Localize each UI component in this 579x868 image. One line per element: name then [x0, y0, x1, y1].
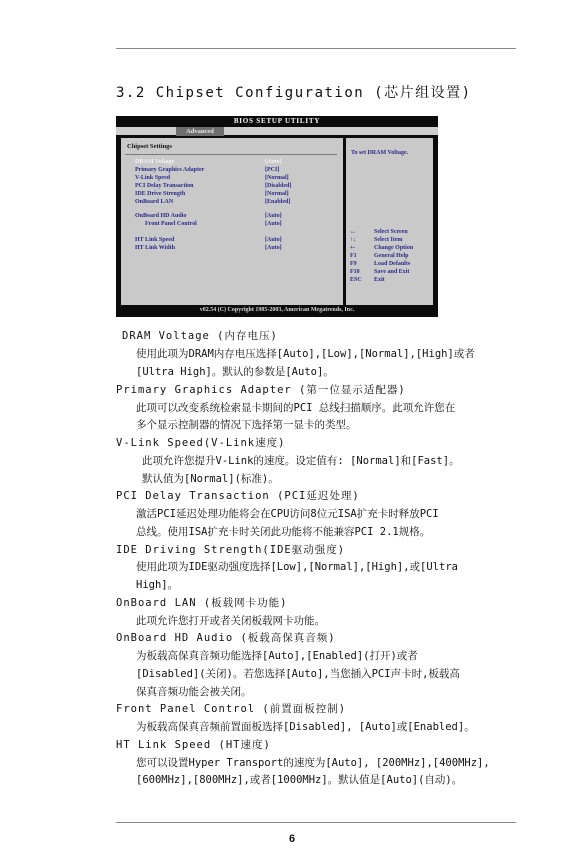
key-legend-item: [350, 276, 385, 284]
key-name: ↔: [350, 229, 356, 235]
setting-row-v-link-speed: [135, 174, 289, 182]
option-desc: 使用此项为DRAM内存电压选择[Auto],[Low],[Normal],[High]或者: [136, 348, 475, 360]
option-desc: [Disabled](关闭)。若您选择[Auto],当您插入PCI声卡时,板载高: [136, 668, 460, 680]
bios-copyright: v02.54 (C) Copyright 1985-2003, American Megatrends, Inc.: [199, 307, 355, 313]
option-desc: 此项可以改变系统检索显卡期间的PCI 总线扫描顺序。此项允许您在: [136, 402, 456, 414]
key-desc: Load Defaults: [374, 261, 411, 267]
key-name: F9: [350, 261, 357, 267]
option-title-primary-graphics-adapter: Primary Graphics Adapter (第一位显示适配器): [116, 384, 406, 396]
option-title-pci-delay-transaction: PCI Delay Transaction (PCI延迟处理): [116, 490, 360, 502]
setting-value: [Auto]: [265, 213, 282, 219]
key-legend-item: [350, 252, 409, 260]
key-legend-item: [350, 236, 403, 244]
setting-value: [Disabled]: [265, 183, 292, 189]
setting-value: [Auto]: [265, 237, 282, 243]
bios-title: BIOS SETUP UTILITY: [233, 117, 321, 125]
option-desc: 此项允许您打开或者关闭板载网卡功能。: [136, 615, 325, 627]
setting-label: HT Link Speed: [135, 237, 175, 243]
section-heading: 3.2 Chipset Configuration (芯片组设置): [116, 85, 472, 101]
setting-row-primary-graphics-adapter: [135, 166, 280, 174]
setting-value: [Normal]: [265, 175, 289, 181]
option-desc: 使用此项为IDE驱动强度选择[Low],[Normal],[High],或[Ultra: [136, 561, 458, 573]
setting-label: Front Panel Control: [145, 221, 197, 227]
key-desc: Save and Exit: [374, 269, 410, 275]
key-desc: Exit: [374, 277, 385, 283]
key-desc: Select Item: [374, 237, 403, 243]
setting-value: [PCI]: [265, 167, 280, 173]
bottom-rule: [116, 822, 516, 823]
option-desc: 激活PCI延迟处理功能将会在CPU访问8位元ISA扩充卡时释放PCI: [136, 508, 439, 520]
bios-screenshot: [116, 116, 438, 317]
key-legend-item: [350, 260, 411, 268]
option-title-onboard-hd-audio: OnBoard HD Audio (板载高保真音频): [116, 632, 336, 644]
option-desc: 总线。使用ISA扩充卡时关闭此功能将不能兼容PCI 2.1规格。: [136, 526, 431, 538]
top-rule: [116, 48, 516, 49]
setting-label: V-Link Speed: [135, 175, 171, 181]
key-legend-item: [350, 244, 414, 252]
setting-label: Primary Graphics Adapter: [135, 167, 205, 173]
option-desc: 您可以设置Hyper Transport的速度为[Auto], [200MHz],[400MHz],: [136, 757, 490, 769]
option-desc: [600MHz],[800MHz],或者[1000MHz]。默认值是[Auto](自动)。: [136, 774, 463, 786]
panel-title: Chipset Settings: [127, 143, 172, 150]
key-desc: Change Option: [374, 245, 414, 251]
setting-label: DRAM Voltage: [135, 159, 175, 165]
page-number: 6: [289, 833, 296, 845]
key-name: F1: [350, 253, 357, 259]
option-desc: 此项允许您提升V-Link的速度。设定值有: [Normal]和[Fast]。: [142, 455, 460, 467]
key-desc: Select Screen: [374, 229, 408, 235]
option-desc: 为板载高保真音频功能选择[Auto],[Enabled](打开)或者: [136, 650, 418, 662]
tab-advanced: Advanced: [176, 127, 224, 136]
option-title-ide-driving-strength: IDE Driving Strength(IDE驱动强度): [116, 544, 346, 556]
setting-value: [Auto]: [265, 245, 282, 251]
option-desc: 为板载高保真音频前置面板选择[Disabled], [Auto]或[Enabled]。: [136, 721, 475, 733]
setting-value: [Normal]: [265, 191, 289, 197]
setting-label: OnBoard LAN: [135, 199, 174, 205]
option-title-front-panel-control: Front Panel Control (前置面板控制): [116, 703, 347, 715]
key-name: ESC: [350, 277, 362, 283]
option-desc: High]。: [136, 579, 179, 591]
setting-row-ht-link-speed: [135, 236, 282, 244]
setting-label: IDE Drive Strength: [135, 191, 186, 197]
setting-label: PCI Delay Transaction: [135, 183, 194, 189]
setting-row-dram-voltage: [135, 158, 282, 166]
key-desc: General Help: [374, 253, 409, 259]
key-legend-item: [350, 228, 408, 236]
setting-row-pci-delay-transaction: [135, 182, 292, 190]
option-title-v-link-speed: V-Link Speed(V-Link速度): [116, 437, 286, 449]
setting-value: [Auto]: [265, 221, 282, 227]
settings-panel: [121, 138, 343, 305]
key-name: ↑↓: [350, 237, 356, 243]
setting-label: OnBoard HD Audio: [135, 213, 187, 219]
key-name: F10: [350, 269, 360, 275]
setting-value: [Auto]: [265, 159, 282, 165]
help-panel: [346, 138, 433, 305]
option-title-ht-link-speed: HT Link Speed (HT速度): [116, 739, 271, 751]
setting-row-ide-drive-strength: [135, 190, 289, 198]
option-desc: [Ultra High]。默认的参数是[Auto]。: [136, 366, 334, 378]
option-desc: 保真音频功能会被关闭。: [136, 686, 252, 698]
setting-row-ht-link-width: [135, 244, 282, 252]
setting-value: [Enabled]: [265, 199, 291, 205]
key-name: +-: [350, 245, 356, 251]
help-text: To set DRAM Voltage.: [351, 150, 409, 156]
setting-label: HT Link Width: [135, 245, 176, 251]
option-desc: 多个显示控制器的情况下选择第一显卡的类型。: [136, 419, 357, 431]
setting-row-onboard-hd-audio: [135, 212, 282, 220]
option-title-onboard-lan: OnBoard LAN (板载网卡功能): [116, 597, 288, 609]
setting-row-onboard-lan: [135, 198, 291, 206]
panel-divider: [125, 154, 337, 155]
option-title-dram-voltage: DRAM Voltage (内存电压): [122, 330, 278, 342]
setting-row-front-panel-control: [135, 220, 282, 228]
option-desc: 默认值为[Normal](标准)。: [142, 473, 279, 485]
key-legend-item: [350, 268, 410, 276]
bios-tab-bar: [116, 127, 438, 135]
